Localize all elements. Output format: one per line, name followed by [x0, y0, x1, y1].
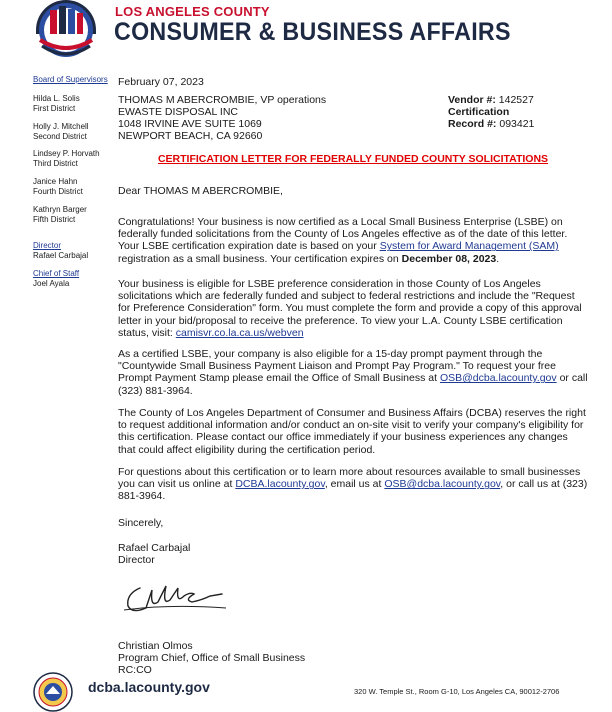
p2-text: Your business is eligible for LSBE preference consideration in those County of Los Angeles solicitations which are federally funded and subject to federal restrictions and include the "Request for Preference Consideration" form. You must complete the form and provide a copy of this approval letter in your bid/proposal to receive the preference. To view your L.A. County LSBE certification status, visit:: [118, 278, 582, 339]
letter-date: February 07, 2023: [118, 76, 204, 88]
signer1-name: Rafael Carbajal: [118, 542, 191, 554]
county-seal-icon: [33, 672, 73, 712]
paragraph-prompt-payment: [118, 348, 588, 397]
recipient-line: NEWPORT BEACH, CA 92660: [118, 130, 263, 142]
footer-address: 320 W. Temple St., Room G-10, Los Angeles CA, 90012-2706: [354, 687, 560, 696]
vendor-value: 142527: [498, 94, 534, 106]
signature-image: [118, 578, 238, 618]
supervisor-name: Holly J. Mitchell: [33, 122, 89, 131]
paragraph-questions: [118, 466, 588, 503]
director-name: Rafael Carbajal: [33, 251, 89, 260]
supervisor-district: Fourth District: [33, 187, 83, 196]
agency-county-label: LOS ANGELES COUNTY: [115, 4, 270, 19]
recipient-line: 1048 IRVINE AVE SUITE 1069: [118, 118, 262, 130]
p1-text: Congratulations! Your business is now certified as a Local Small Business Enterprise (LSBE) on federally funded solicitations from the County of Los Angeles effective as of the date of this letter. Your LSBE certification expiration date is based on your: [118, 216, 568, 253]
supervisor-district: Fifth District: [33, 215, 76, 224]
vendor-label: Vendor #:: [448, 94, 496, 106]
supervisor-district: Third District: [33, 159, 78, 168]
paragraph-certification: [118, 216, 588, 265]
p3-text: or call (323) 881-3964.: [118, 372, 588, 397]
supervisor-name: Janice Hahn: [33, 177, 78, 186]
chief-of-staff-name: Joel Ayala: [33, 279, 70, 288]
dcba-website-link[interactable]: DCBA.lacounty.gov: [235, 478, 325, 491]
supervisor-district: First District: [33, 104, 76, 113]
paragraph-preference: [118, 278, 588, 339]
p1-text: .: [496, 252, 500, 265]
supervisor-name: Lindsey P. Horvath: [33, 149, 100, 158]
director-link[interactable]: Director: [33, 241, 62, 250]
footer-website-link[interactable]: dcba.lacounty.gov: [88, 679, 210, 695]
signer2-name: Christian Olmos: [118, 640, 193, 652]
chief-of-staff-link[interactable]: Chief of Staff: [33, 269, 80, 278]
supervisor-name: Kathryn Barger: [33, 205, 87, 214]
recipient-line: THOMAS M ABERCROMBIE, VP operations: [118, 94, 327, 106]
board-of-supervisors-link[interactable]: Board of Supervisors: [33, 75, 108, 84]
signer2-title: Program Chief, Office of Small Business: [118, 652, 306, 664]
sam-link[interactable]: System for Award Management (SAM): [379, 240, 559, 253]
vendor-number: [448, 94, 588, 106]
p5-text: For questions about this certification or to learn more about resources available to small businesses you can visit us online at: [118, 466, 581, 491]
recipient-line: EWASTE DISPOSAL INC: [118, 106, 238, 118]
supervisor-district: Second District: [33, 132, 87, 141]
osb-email-link[interactable]: OSB@dcba.lacounty.gov: [384, 478, 501, 491]
letter-subject: CERTIFICATION LETTER FOR FEDERALLY FUNDED COUNTY SOLICITATIONS: [157, 153, 549, 165]
county-logo-icon: [32, 0, 100, 62]
osb-email-link[interactable]: OSB@dcba.lacounty.gov: [439, 372, 557, 385]
expiration-date: December 08, 2023: [401, 252, 497, 265]
camisvr-link[interactable]: camisvr.co.la.ca.us/webven: [175, 326, 304, 339]
p5-text: , or call us at (323) 881-3964.: [118, 478, 588, 503]
record-number: [448, 118, 588, 130]
p5-text: , email us at: [324, 478, 385, 491]
p3-text: As a certified LSBE, your company is also eligible for a 15-day prompt payment through the "Countywide Small Business Payment Liaison and Prompt Pay Program." To request your free Prompt Payment Stamp please email the Office of Small Business at: [118, 348, 556, 385]
signer1-title: Director: [118, 554, 155, 566]
record-label: Record #:: [448, 118, 497, 130]
record-value: 093421: [499, 118, 535, 130]
certification-label: Certification: [448, 106, 510, 118]
paragraph-dcba-rights: The County of Los Angeles Department of Consumer and Business Affairs (DCBA) reserves the right to request additional information and/or conduct an on-site visit to verify your company's eligibility for this certification. Please contact our office immediately if your business experiences any changes that could affect eligibility during the certification period.: [118, 407, 586, 456]
agency-name: CONSUMER & BUSINESS AFFAIRS: [114, 18, 511, 46]
supervisor-name: Hilda L. Solis: [33, 94, 80, 103]
reference-initials: RC:CO: [118, 664, 152, 676]
closing: Sincerely,: [118, 517, 164, 529]
salutation: Dear THOMAS M ABERCROMBIE,: [118, 185, 283, 197]
p1-text: registration as a small business. Your certification expires on: [118, 252, 402, 265]
